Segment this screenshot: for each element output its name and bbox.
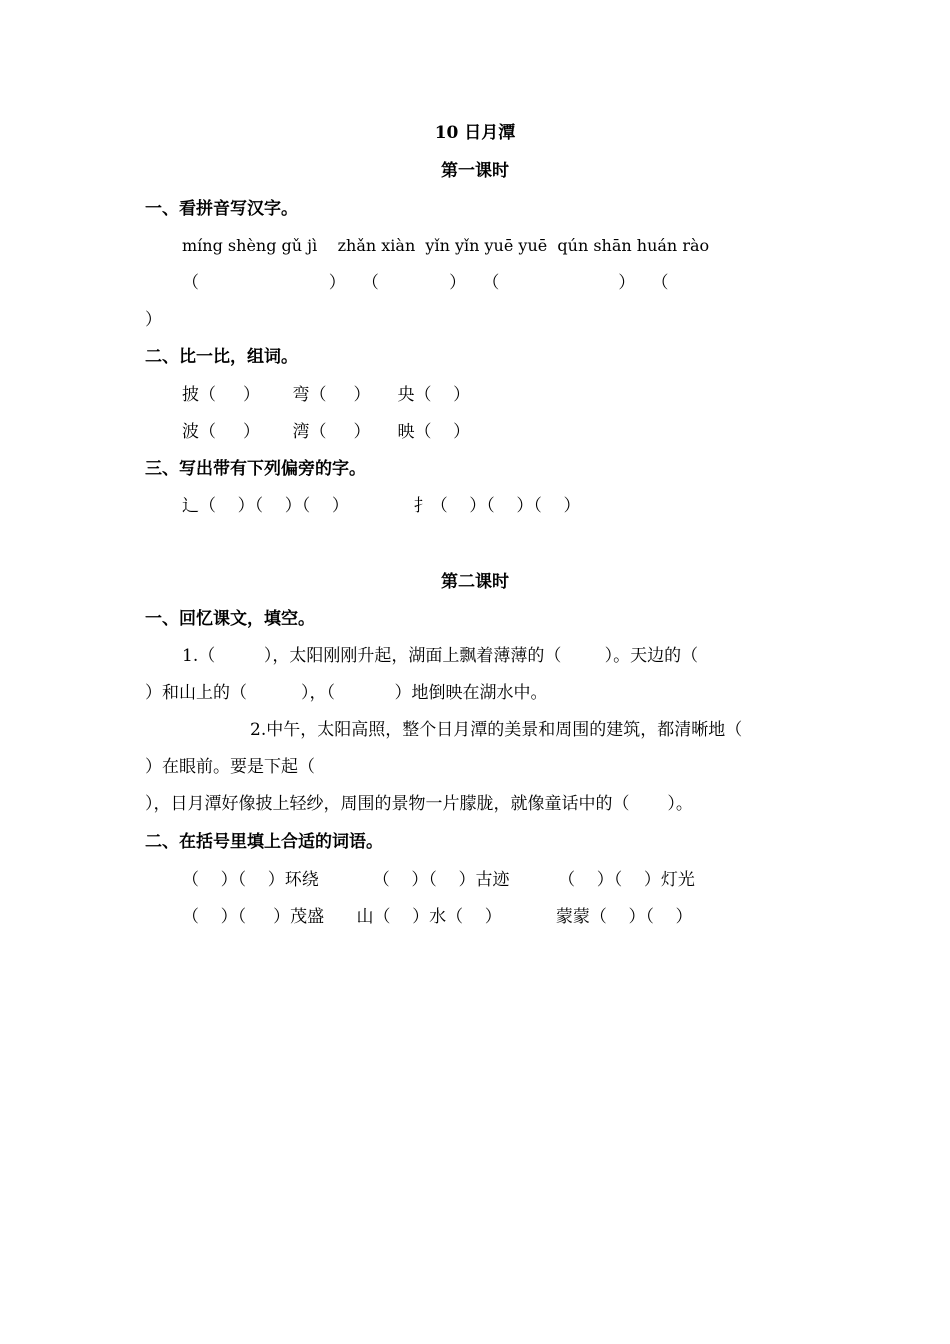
- pinyin-line: míng shèng gǔ jì zhǎn xiàn yǐn yǐn yuē yuē qún shān huán rào: [182, 236, 710, 255]
- compare-row-2: 波（ ） 湾（ ） 映（ ）: [182, 422, 471, 442]
- word-fill-row-2: （ ）（ ）茂盛 山（ ）水（ ） 蒙蒙（ ）（ ）: [182, 907, 693, 927]
- compare-row-1: 披（ ） 弯（ ） 央（ ）: [182, 385, 471, 405]
- lesson1-q3-title: 三、写出带有下列偏旁的字。: [145, 459, 366, 479]
- lesson1-q2-title: 二、比一比，组词。: [145, 347, 298, 367]
- lesson2-q2-title: 二、在括号里填上合适的词语。: [145, 832, 383, 852]
- pinyin-blanks-wrap: ）: [145, 310, 162, 330]
- recall-line-4: ）在眼前。要是下起（: [145, 757, 315, 777]
- recall-line-1: 1.（ ），太阳刚刚升起，湖面上飘着薄薄的（ ）。天边的（: [182, 646, 699, 666]
- lesson2-heading: 第二课时: [441, 572, 509, 592]
- pinyin-blanks-line: （ ） （ ） （ ） （: [182, 273, 669, 293]
- recall-line-2: ）和山上的（ ），（ ）地倒映在湖水中。: [145, 683, 548, 703]
- lesson1-heading: 第一课时: [441, 161, 509, 181]
- lesson1-q1-title: 一、看拼音写汉字。: [145, 199, 298, 219]
- word-fill-row-1: （ ）（ ）环绕 （ ）（ ）古迹 （ ）（ ）灯光: [182, 870, 695, 890]
- lesson2-q1-title: 一、回忆课文，填空。: [145, 609, 315, 629]
- radical-row: 辶（ ）（ ）（ ） 扌（ ）（ ）（ ）: [182, 496, 581, 516]
- recall-line-3: 2.中午，太阳高照，整个日月潭的美景和周围的建筑，都清晰地（: [250, 720, 743, 740]
- document-title: 10 日月潭: [434, 123, 516, 143]
- recall-line-5: ），日月潭好像披上轻纱，周围的景物一片朦胧，就像童话中的（ ）。: [145, 794, 693, 814]
